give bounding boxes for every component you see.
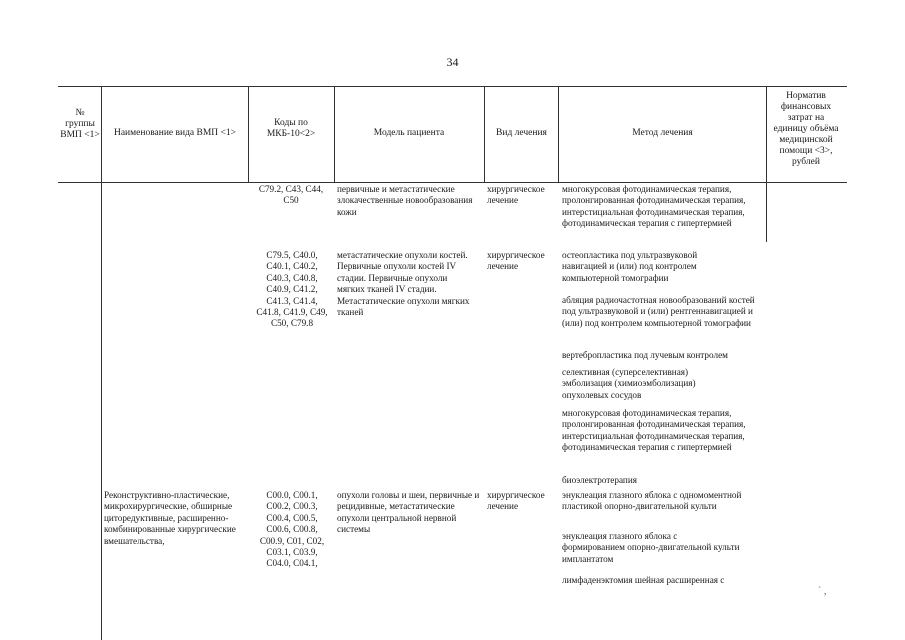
- block3-vmp-name: Реконструктивно-пластические, микрохирургические, обширные циторедуктивные, расширенно-комбинированные хирургические вмешательства,: [104, 490, 236, 546]
- block2-method-1: остеопластика под ультразвуковой навигацией и (или) под контролем компьютерной томографии: [562, 250, 698, 283]
- block3-type: хирургическое лечение: [487, 490, 545, 512]
- header-treatment-type: Вид лечения: [496, 128, 547, 138]
- block2-method-3: вертебропластика под лучевым контролем: [562, 350, 728, 360]
- block3-method-2: энуклеация глазного яблока с формированием опорно-двигательной культи имплантатом: [562, 531, 740, 564]
- col-sep-2: [248, 86, 249, 182]
- col-sep-1-body: [101, 182, 102, 640]
- page-number: 34: [446, 55, 459, 69]
- block1-model: первичные и метастатические злокачественные новообразования кожи: [337, 184, 473, 217]
- header-patient-model: Модель пациента: [373, 128, 445, 138]
- table-top-border: [58, 86, 847, 87]
- col-sep-6-body: [766, 182, 767, 242]
- block2-method-2: абляция радиочастотная новообразований костей под ультразвуковой и (или) рентгеннавигацией и (или) под контролем компьютерной томографии: [562, 295, 755, 328]
- block1-type: хирургическое лечение: [487, 184, 545, 206]
- block2-model: метастатические опухоли костей. Первичные опухоли костей IV стадии. Первичные опухоли мягких тканей IV стадии. Метастатические опухоли мягких тканей: [337, 250, 470, 318]
- block1-method-1: многокурсовая фотодинамическая терапия, пролонгированная фотодинамическая терапия, интерстициальная фотодинамическая терапия, фотодинамическая терапия с гипертермией: [562, 184, 746, 229]
- header-vmp-name: Наименование вида ВМП <1>: [113, 128, 237, 138]
- block2-type: хирургическое лечение: [487, 250, 545, 272]
- block3-method-3: лимфаденэктомия шейная расширенная с: [562, 575, 725, 585]
- header-mkb-codes: Коды по МКБ-10<2>: [266, 118, 316, 139]
- block1-codes: C79.2, C43, C44, C50: [258, 184, 324, 206]
- header-bottom-border: [58, 182, 847, 183]
- block2-method-6: биоэлектротерапия: [562, 475, 637, 485]
- col-sep-5: [558, 86, 559, 182]
- col-sep-4: [484, 86, 485, 182]
- block3-model: опухоли головы и шеи, первичные и рецидивные, метастатические опухоли центральной нервной системы: [337, 490, 480, 535]
- col-sep-6: [766, 86, 767, 182]
- block2-codes: C79.5, C40.0, C40.1, C40.2, C40.3, C40.8, C40.9, C41.2, C41.3, C41.4, C41.8, C41.9, C49, C50, C79.8: [256, 250, 328, 329]
- block2-method-4: селективная (суперселективная) эмболизация (химиоэмболизация) опухолевых сосудов: [562, 367, 696, 400]
- header-treatment-method: Метод лечения: [632, 128, 693, 138]
- header-group-no: № группы ВМП <1>: [60, 108, 100, 140]
- block2-method-5: многокурсовая фотодинамическая терапия, пролонгированная фотодинамическая терапия, интерстициальная фотодинамическая терапия, фотодинамическая терапия с гипертермией: [562, 408, 746, 453]
- block3-codes: C00.0, C00.1, C00.2, C00.3, C00.4, C00.5, C00.6, C00.8, C00.9, C01, C02, C03.1, C03.9, C04.0, C04.1,: [259, 490, 325, 569]
- margin-marks: ` ,: [818, 586, 827, 597]
- header-cost-norm: Норматив финансовых затрат на единицу объёма медицинской помощи <3>, рублей: [773, 91, 839, 167]
- col-sep-3: [334, 86, 335, 182]
- block3-method-1: энуклеация глазного яблока с одномоментной пластикой опорно-двигательной культи: [562, 490, 742, 512]
- col-sep-1: [101, 86, 102, 182]
